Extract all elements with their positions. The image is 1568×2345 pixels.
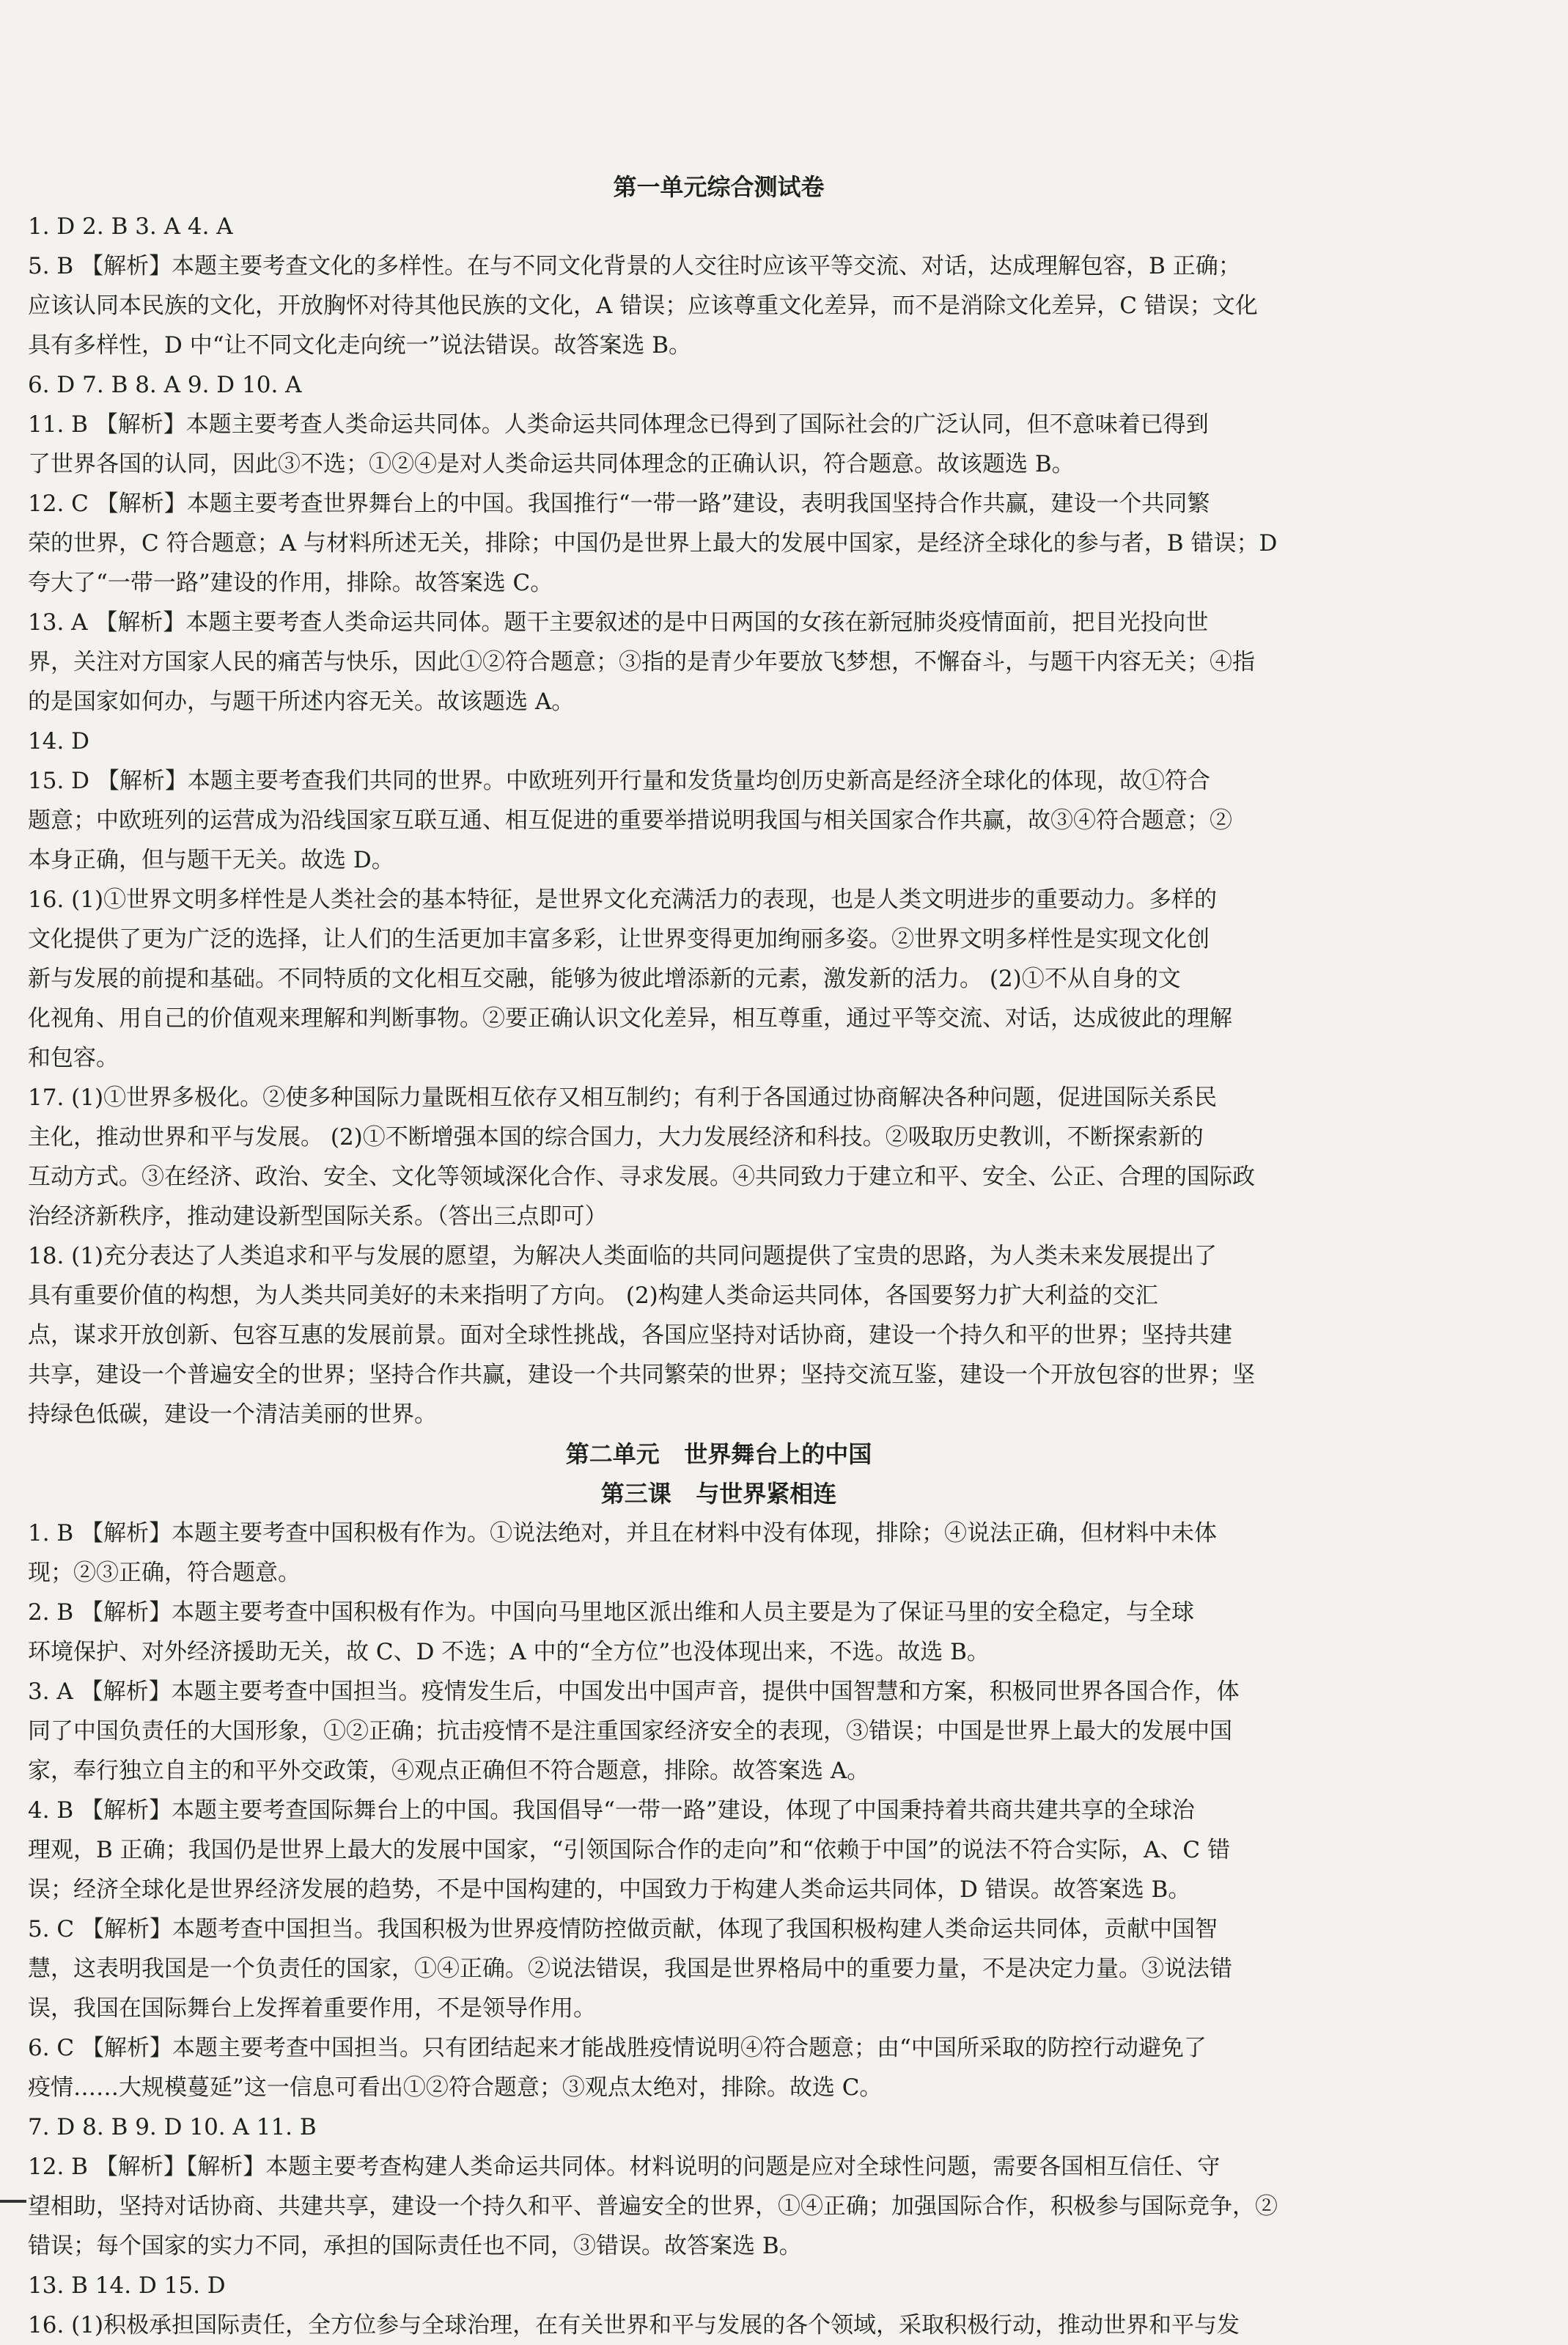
answer-line: 新与发展的前提和基础。不同特质的文化相互交融，能够为彼此增添新的元素，激发新的活力。 (2)①不从自身的文 bbox=[28, 966, 1181, 992]
answer-line: 界，关注对方国家人民的痛苦与快乐，因此①②符合题意；③指的是青少年要放飞梦想，不懈奋斗，与题干内容无关；④指 bbox=[28, 649, 1255, 675]
answer-line: 点，谋求开放创新、包容互惠的发展前景。面对全球性挑战，各国应坚持对话协商，建设一个持久和平的世界；坚持共建 bbox=[28, 1322, 1232, 1348]
answer-line: 文化提供了更为广泛的选择，让人们的生活更加丰富多彩，让世界变得更加绚丽多姿。②世界文明多样性是实现文化创 bbox=[28, 926, 1210, 953]
answer-line: 7. D 8. B 9. D 10. A 11. B bbox=[28, 2114, 317, 2140]
answer-line: 12. C 【解析】本题主要考查世界舞台上的中国。我国推行“一带一路”建设，表明我国坚持合作共赢，建设一个共同繁 bbox=[28, 491, 1210, 517]
answer-line: 14. D bbox=[28, 728, 90, 755]
answer-line: 本身正确，但与题干无关。故选 D。 bbox=[28, 847, 394, 873]
answer-line: 互动方式。③在经济、政治、安全、文化等领域深化合作、寻求发展。④共同致力于建立和平、安全、公正、合理的国际政 bbox=[28, 1164, 1255, 1190]
answer-line: 和包容。 bbox=[28, 1045, 119, 1071]
answer-line: 主化，推动世界和平与发展。 (2)①不断增强本国的综合国力，大力发展经济和科技。②吸取历史教训，不断探索新的 bbox=[28, 1124, 1204, 1151]
answer-line: 疫情……大规模蔓延”这一信息可看出①②符合题意；③观点太绝对，排除。故选 C。 bbox=[28, 2074, 883, 2101]
answer-line: 具有重要价值的构想，为人类共同美好的未来指明了方向。 (2)构建人类命运共同体，各国要努力扩大利益的交汇 bbox=[28, 1282, 1158, 1309]
answer-line: 1. D 2. B 3. A 4. A bbox=[28, 213, 233, 240]
answer-line: 3. A 【解析】本题主要考查中国担当。疫情发生后，中国发出中国声音，提供中国智慧和方案，积极同世界各国合作，体 bbox=[28, 1678, 1240, 1705]
answer-line: 夸大了“一带一路”建设的作用，排除。故答案选 C。 bbox=[28, 570, 553, 596]
answer-line: 理观，B 正确；我国仍是世界上最大的发展中国家，“引领国际合作的走向”和“依赖于中国”的说法不符合实际，A、C 错 bbox=[28, 1837, 1230, 1863]
answer-line: 13. A 【解析】本题主要考查人类命运共同体。题干主要叙述的是中日两国的女孩在新冠肺炎疫情面前，把目光投向世 bbox=[28, 609, 1209, 636]
margin-mark bbox=[0, 2200, 26, 2203]
answer-line: 4. B 【解析】本题主要考查国际舞台上的中国。我国倡导“一带一路”建设，体现了中国秉持着共商共建共享的全球治 bbox=[28, 1797, 1195, 1824]
answer-line: 16. (1)积极承担国际责任，全方位参与全球治理，在有关世界和平与发展的各个领域，采取积极行动，推动世界和平与发 bbox=[28, 2312, 1240, 2338]
answer-line: 具有多样性，D 中“让不同文化走向统一”说法错误。故答案选 B。 bbox=[28, 332, 692, 359]
answer-line: 13. B 14. D 15. D bbox=[28, 2272, 226, 2299]
answer-line: 共享，建设一个普遍安全的世界；坚持合作共赢，建设一个共同繁荣的世界；坚持交流互鉴，建设一个开放包容的世界；坚 bbox=[28, 1362, 1255, 1388]
unit1-answers bbox=[28, 207, 1410, 1434]
answer-key-page bbox=[28, 167, 1410, 2345]
answer-line: 化视角、用自己的价值观来理解和判断事物。②要正确认识文化差异，相互尊重，通过平等交流、对话，达成彼此的理解 bbox=[28, 1005, 1232, 1032]
answer-line: 望相助，坚持对话协商、共建共享，建设一个持久和平、普遍安全的世界，①④正确；加强国际合作，积极参与国际竞争，② bbox=[28, 2193, 1278, 2220]
answer-line: 12. B 【解析】【解析】本题主要考查构建人类命运共同体。材料说明的问题是应对全球性问题，需要各国相互信任、守 bbox=[28, 2154, 1221, 2180]
answer-line: 了世界各国的认同，因此③不选；①②④是对人类命运共同体理念的正确认识，符合题意。故该题选 B。 bbox=[28, 451, 1075, 477]
unit1-title: 第一单元综合测试卷 bbox=[613, 173, 825, 201]
answer-line: 环境保护、对外经济援助无关，故 C、D 不选；A 中的“全方位”也没体现出来，不选。故选 B。 bbox=[28, 1639, 990, 1665]
answer-line: 错误；每个国家的实力不同，承担的国际责任也不同，③错误。故答案选 B。 bbox=[28, 2233, 802, 2259]
lesson3-title: 第三课 与世界紧相连 bbox=[600, 1480, 837, 1508]
answer-line: 5. C 【解析】本题考查中国担当。我国积极为世界疫情防控做贡献，体现了我国积极构建人类命运共同体，贡献中国智 bbox=[28, 1916, 1218, 1942]
answer-line: 持绿色低碳，建设一个清洁美丽的世界。 bbox=[28, 1401, 437, 1428]
answer-line: 题意；中欧班列的运营成为沿线国家互联互通、相互促进的重要举措说明我国与相关国家合作共赢，故③④符合题意；② bbox=[28, 807, 1232, 834]
answer-line: 6. C 【解析】本题主要考查中国担当。只有团结起来才能战胜疫情说明④符合题意；由“中国所采取的防控行动避免了 bbox=[28, 2035, 1207, 2061]
answer-line: 11. B 【解析】本题主要考查人类命运共同体。人类命运共同体理念已得到了国际社会的广泛认同，但不意味着已得到 bbox=[28, 411, 1209, 438]
answer-line: 荣的世界，C 符合题意；A 与材料所述无关，排除；中国仍是世界上最大的发展中国家，是经济全球化的参与者，B 错误；D bbox=[28, 530, 1278, 557]
answer-line: 同了中国负责任的大国形象，①②正确；抗击疫情不是注重国家经济安全的表现，③错误；中国是世界上最大的发展中国 bbox=[28, 1718, 1232, 1744]
answer-line: 1. B 【解析】本题主要考查中国积极有作为。①说法绝对，并且在材料中没有体现，排除；④说法正确，但材料中未体 bbox=[28, 1520, 1218, 1546]
answer-line: 2. B 【解析】本题主要考查中国积极有作为。中国向马里地区派出维和人员主要是为了保证马里的安全稳定，与全球 bbox=[28, 1599, 1195, 1626]
answer-line: 15. D 【解析】本题主要考查我们共同的世界。中欧班列开行量和发货量均创历史新高是经济全球化的体现，故①符合 bbox=[28, 768, 1210, 794]
answer-line: 应该认同本民族的文化，开放胸怀对待其他民族的文化，A 错误；应该尊重文化差异，而不是消除文化差异，C 错误；文化 bbox=[28, 293, 1258, 319]
unit2-answers bbox=[28, 1513, 1410, 2345]
answer-line: 的是国家如何办，与题干所述内容无关。故该题选 A。 bbox=[28, 689, 575, 715]
answer-line: 治经济新秩序，推动建设新型国际关系。（答出三点即可） bbox=[28, 1203, 608, 1230]
answer-line: 17. (1)①世界多极化。②使多种国际力量既相互依存又相互制约；有利于各国通过协商解决各种问题，促进国际关系民 bbox=[28, 1085, 1218, 1111]
answer-line: 18. (1)充分表达了人类追求和平与发展的愿望，为解决人类面临的共同问题提供了宝贵的思路，为人类未来发展提出了 bbox=[28, 1243, 1218, 1269]
answer-line: 16. (1)①世界文明多样性是人类社会的基本特征，是世界文化充满活力的表现，也是人类文明进步的重要动力。多样的 bbox=[28, 887, 1218, 913]
answer-line: 慧，这表明我国是一个负责任的国家，①④正确。②说法错误，我国是世界格局中的重要力量，不是决定力量。③说法错 bbox=[28, 1956, 1232, 1982]
answer-line: 误，我国在国际舞台上发挥着重要作用，不是领导作用。 bbox=[28, 1995, 596, 2022]
answer-line: 6. D 7. B 8. A 9. D 10. A bbox=[28, 372, 302, 398]
answer-line: 5. B 【解析】本题主要考查文化的多样性。在与不同文化背景的人交往时应该平等交流、对话，达成理解包容，B 正确； bbox=[28, 253, 1241, 279]
answer-line: 现；②③正确，符合题意。 bbox=[28, 1560, 301, 1586]
unit2-title: 第二单元 世界舞台上的中国 bbox=[565, 1440, 872, 1468]
answer-line: 误；经济全球化是世界经济发展的趋势，不是中国构建的，中国致力于构建人类命运共同体，D 错误。故答案选 B。 bbox=[28, 1876, 1191, 1903]
answer-line: 家，奉行独立自主的和平外交政策，④观点正确但不符合题意，排除。故答案选 A。 bbox=[28, 1758, 870, 1784]
